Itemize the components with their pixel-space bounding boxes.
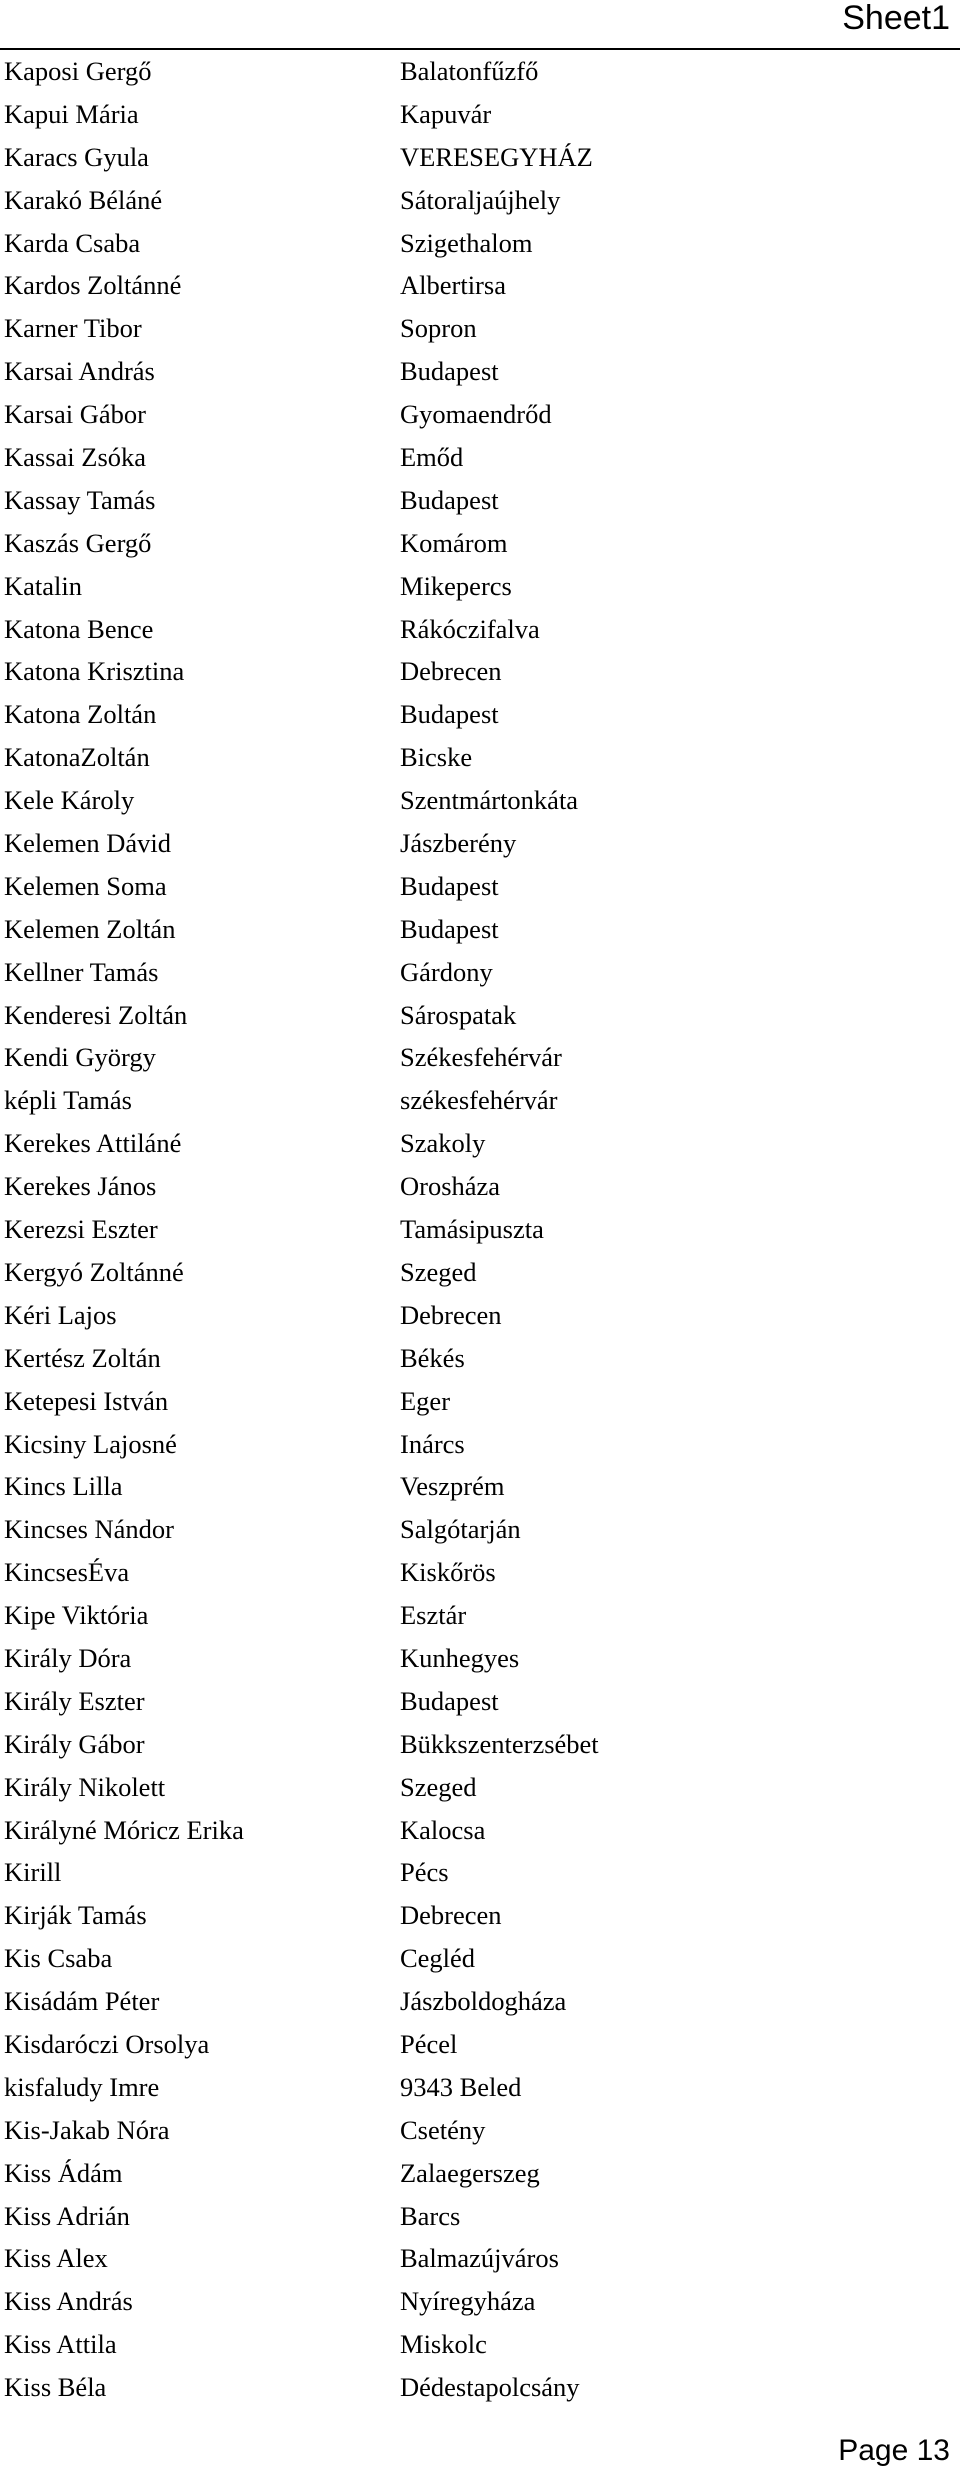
name-cell: Kerekes János xyxy=(4,1171,157,1202)
name-cell: Katona Bence xyxy=(4,613,154,644)
city-cell: Debrecen xyxy=(400,656,502,687)
city-cell: Barcs xyxy=(400,2200,461,2231)
table-row xyxy=(0,1165,960,1208)
city-cell: Budapest xyxy=(400,484,499,515)
city-cell: Emőd xyxy=(400,442,464,473)
table-row xyxy=(0,1251,960,1294)
table-row xyxy=(0,736,960,779)
city-cell: Esztár xyxy=(400,1600,467,1631)
name-cell: Kergyó Zoltánné xyxy=(4,1256,184,1287)
name-cell: Kiss Béla xyxy=(4,2372,107,2403)
city-cell: Veszprém xyxy=(400,1471,505,1502)
name-cell: Karsai Gábor xyxy=(4,399,147,430)
table-row xyxy=(0,650,960,693)
name-cell: Kardos Zoltánné xyxy=(4,270,182,301)
name-cell: Király Gábor xyxy=(4,1728,145,1759)
city-cell: Gyomaendrőd xyxy=(400,399,552,430)
name-cell: Katona Zoltán xyxy=(4,699,157,730)
name-cell: Kassay Tamás xyxy=(4,484,156,515)
city-cell: Kunhegyes xyxy=(400,1642,520,1673)
city-cell: Sátoraljaújhely xyxy=(400,184,561,215)
name-cell: Kellner Tamás xyxy=(4,956,159,987)
city-cell: Tamásipuszta xyxy=(400,1214,544,1245)
city-cell: Pécel xyxy=(400,2028,458,2059)
name-cell: Kiss Attila xyxy=(4,2329,117,2360)
table-row xyxy=(0,2366,960,2409)
name-cell: Kassai Zsóka xyxy=(4,442,147,473)
city-cell: Szeged xyxy=(400,1256,477,1287)
name-cell: KincsesÉva xyxy=(4,1557,130,1588)
city-cell: székesfehérvár xyxy=(400,1085,558,1116)
table-row xyxy=(0,2109,960,2152)
city-cell: Pécs xyxy=(400,1857,449,1888)
name-cell: Kendi György xyxy=(4,1042,156,1073)
table-row xyxy=(0,264,960,307)
table-row xyxy=(0,2323,960,2366)
table-row xyxy=(0,1294,960,1337)
name-cell: Kincses Nándor xyxy=(4,1514,174,1545)
table-row xyxy=(0,1637,960,1680)
name-cell: Kele Károly xyxy=(4,785,135,816)
city-cell: Csetény xyxy=(400,2114,486,2145)
table-row xyxy=(0,2280,960,2323)
city-cell: Bükkszenterzsébet xyxy=(400,1728,599,1759)
city-cell: Jászberény xyxy=(400,828,517,859)
name-cell: Király Dóra xyxy=(4,1642,132,1673)
page-number-footer: Page 13 xyxy=(838,2434,950,2467)
name-cell: Kelemen Soma xyxy=(4,870,167,901)
city-cell: Eger xyxy=(400,1385,451,1416)
name-cell: KatonaZoltán xyxy=(4,742,150,773)
table-body xyxy=(0,50,960,2409)
city-cell: Miskolc xyxy=(400,2329,487,2360)
city-cell: Zalaegerszeg xyxy=(400,2157,540,2188)
table-row xyxy=(0,179,960,222)
city-cell: Kapuvár xyxy=(400,98,492,129)
table-row xyxy=(0,93,960,136)
table-row xyxy=(0,822,960,865)
table-row xyxy=(0,2152,960,2195)
city-cell: Szigethalom xyxy=(400,227,533,258)
table-row xyxy=(0,1809,960,1852)
name-cell: kisfaludy Imre xyxy=(4,2071,160,2102)
name-cell: Katona Krisztina xyxy=(4,656,185,687)
name-cell: Kelemen Zoltán xyxy=(4,913,176,944)
name-cell: Kis-Jakab Nóra xyxy=(4,2114,170,2145)
name-cell: Kisádám Péter xyxy=(4,1986,160,2017)
name-cell: Karakó Béláné xyxy=(4,184,163,215)
city-cell: Szentmártonkáta xyxy=(400,785,579,816)
table-row xyxy=(0,1723,960,1766)
table-row xyxy=(0,479,960,522)
city-cell: Székesfehérvár xyxy=(400,1042,562,1073)
name-cell: Karda Csaba xyxy=(4,227,141,258)
name-cell: Kicsiny Lajosné xyxy=(4,1428,177,1459)
name-cell: Karacs Gyula xyxy=(4,141,149,172)
city-cell: Gárdony xyxy=(400,956,493,987)
city-cell: Debrecen xyxy=(400,1900,502,1931)
table-row xyxy=(0,779,960,822)
city-cell: Békés xyxy=(400,1342,465,1373)
city-cell: Debrecen xyxy=(400,1299,502,1330)
table-row xyxy=(0,522,960,565)
table-row xyxy=(0,1851,960,1894)
table-row xyxy=(0,2066,960,2109)
table-row xyxy=(0,693,960,736)
table-row xyxy=(0,1551,960,1594)
city-cell: Sárospatak xyxy=(400,999,517,1030)
table-row xyxy=(0,908,960,951)
table-row xyxy=(0,393,960,436)
table-row xyxy=(0,1594,960,1637)
name-cell: Kenderesi Zoltán xyxy=(4,999,188,1030)
city-cell: Inárcs xyxy=(400,1428,465,1459)
city-cell: Bicske xyxy=(400,742,473,773)
city-cell: Mikepercs xyxy=(400,570,512,601)
name-cell: Király Eszter xyxy=(4,1685,145,1716)
table-row xyxy=(0,2237,960,2280)
name-cell: Kincs Lilla xyxy=(4,1471,123,1502)
data-table xyxy=(0,48,960,2409)
table-row xyxy=(0,994,960,1037)
city-cell: Rákóczifalva xyxy=(400,613,540,644)
table-row xyxy=(0,1508,960,1551)
city-cell: Budapest xyxy=(400,870,499,901)
name-cell: Kéri Lajos xyxy=(4,1299,117,1330)
name-cell: Kiss Adrián xyxy=(4,2200,130,2231)
city-cell: Jászboldogháza xyxy=(400,1986,567,2017)
table-row xyxy=(0,50,960,93)
table-row xyxy=(0,1465,960,1508)
city-cell: Sopron xyxy=(400,313,477,344)
city-cell: Szeged xyxy=(400,1771,477,1802)
city-cell: Balatonfűzfő xyxy=(400,56,539,86)
name-cell: Kerekes Attiláné xyxy=(4,1128,182,1159)
table-row xyxy=(0,1423,960,1466)
table-row xyxy=(0,1380,960,1423)
city-cell: Szakoly xyxy=(400,1128,486,1159)
table-row xyxy=(0,1122,960,1165)
table-row xyxy=(0,1894,960,1937)
city-cell: Budapest xyxy=(400,1685,499,1716)
name-cell: Kis Csaba xyxy=(4,1943,113,1974)
name-cell: Ketepesi István xyxy=(4,1385,169,1416)
table-row xyxy=(0,136,960,179)
name-cell: képli Tamás xyxy=(4,1085,132,1116)
table-row xyxy=(0,1208,960,1251)
name-cell: Kaszás Gergő xyxy=(4,527,152,558)
name-cell: Kiss Alex xyxy=(4,2243,108,2274)
name-cell: Kiss András xyxy=(4,2286,133,2317)
name-cell: Katalin xyxy=(4,570,82,601)
city-cell: Kiskőrös xyxy=(400,1557,496,1588)
table-row xyxy=(0,1036,960,1079)
city-cell: Kalocsa xyxy=(400,1814,486,1845)
city-cell: Cegléd xyxy=(400,1943,476,1974)
table-row xyxy=(0,2195,960,2238)
table-row xyxy=(0,2023,960,2066)
table-row xyxy=(0,951,960,994)
table-row xyxy=(0,1766,960,1809)
city-cell: Orosháza xyxy=(400,1171,501,1202)
city-cell: Balmazújváros xyxy=(400,2243,559,2274)
name-cell: Kiss Ádám xyxy=(4,2157,123,2188)
name-cell: Kipe Viktória xyxy=(4,1600,149,1631)
name-cell: Karner Tibor xyxy=(4,313,142,344)
table-row xyxy=(0,307,960,350)
name-cell: Királyné Móricz Erika xyxy=(4,1814,244,1845)
city-cell: 9343 Beled xyxy=(400,2071,522,2102)
table-row xyxy=(0,1980,960,2023)
name-cell: Kertész Zoltán xyxy=(4,1342,161,1373)
name-cell: Kirill xyxy=(4,1857,62,1888)
city-cell: Budapest xyxy=(400,699,499,730)
table-row xyxy=(0,1680,960,1723)
table-row xyxy=(0,1337,960,1380)
city-cell: Dédestapolcsány xyxy=(400,2372,580,2403)
name-cell: Kisdaróczi Orsolya xyxy=(4,2028,210,2059)
city-cell: Budapest xyxy=(400,913,499,944)
table-row xyxy=(0,436,960,479)
city-cell: Salgótarján xyxy=(400,1514,521,1545)
city-cell: Nyíregyháza xyxy=(400,2286,536,2317)
city-cell: VERESEGYHÁZ xyxy=(400,141,593,172)
city-cell: Albertirsa xyxy=(400,270,506,301)
table-row xyxy=(0,1937,960,1980)
name-cell: Kelemen Dávid xyxy=(4,828,172,859)
city-cell: Komárom xyxy=(400,527,508,558)
table-row xyxy=(0,865,960,908)
name-cell: Karsai András xyxy=(4,356,155,387)
sheet-name-header: Sheet1 xyxy=(842,0,950,37)
name-cell: Kirják Tamás xyxy=(4,1900,147,1931)
table-row xyxy=(0,608,960,651)
name-cell: Kerezsi Eszter xyxy=(4,1214,158,1245)
table-row xyxy=(0,565,960,608)
table-row xyxy=(0,222,960,265)
table-row xyxy=(0,350,960,393)
city-cell: Budapest xyxy=(400,356,499,387)
name-cell: Kapui Mária xyxy=(4,98,139,129)
table-row xyxy=(0,1079,960,1122)
name-cell: Király Nikolett xyxy=(4,1771,166,1802)
name-cell: Kaposi Gergő xyxy=(4,56,152,86)
